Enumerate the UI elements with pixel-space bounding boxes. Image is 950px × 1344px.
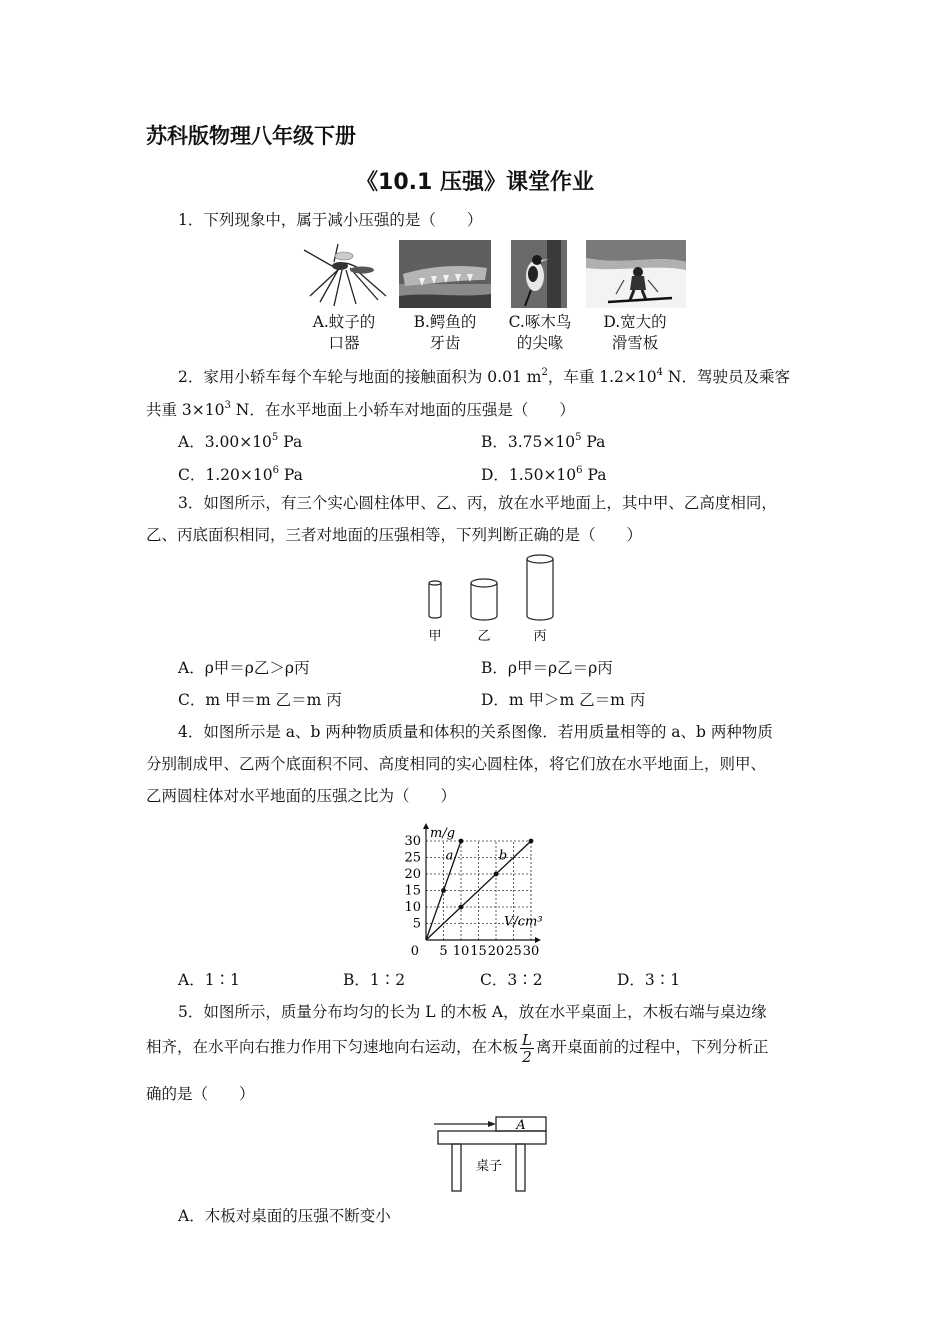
y-tick-label: 15 (404, 883, 421, 899)
label-jia: 甲 (428, 629, 442, 644)
origin-label: 0 (410, 944, 419, 959)
q2-option-b: B．$3.75\times 10^5$ Pa (481, 432, 606, 451)
q2-option-d: D．$1.50\times 10^6$ Pa (481, 465, 607, 484)
data-point-b (459, 905, 464, 910)
q4-option-a: A．1∶1 (178, 971, 240, 989)
y-tick-label: 5 (412, 916, 421, 932)
data-point-b (494, 872, 499, 877)
data-point-b (529, 839, 534, 844)
q3-option-d: D．m 甲＞m 乙＝m 丙 (481, 691, 646, 709)
board-label: A (516, 1118, 526, 1133)
q2-stem-line2: 共重 $3\times 10^3$ N．在水平地面上小轿车对地面的压强是（ ） (146, 400, 575, 419)
q5-stem-line2: 相齐，在水平向右推力作用下匀速地向右运动，在木板 $\frac{L}{2}$ 离开桌面前的过程中，下列分析正 (146, 1030, 769, 1066)
q4-option-d: D．3∶1 (617, 971, 681, 989)
q1-option-c: C.啄木鸟 的尖喙 (508, 313, 572, 352)
q2-stem-line1: 2．家用小轿车每个车轮与地面的接触面积为 0.01 $m^2$，车重 $1.2\times 10^4$ N．驾驶员及乘客 (178, 367, 790, 386)
series-label-b: b (498, 848, 508, 864)
q4-stem-line2: 分别制成甲、乙两个底面积不同、高度相同的实心圆柱体，将它们放在水平地面上，则甲、 (146, 755, 767, 773)
x-axis-label: V/cm³ (504, 914, 543, 930)
q5-option-a: A．木板对桌面的压强不断变小 (178, 1207, 391, 1225)
q1-option-d: D.宽大的 滑雪板 (603, 313, 667, 352)
x-tick-label: 20 (487, 944, 505, 959)
snowboard-image (586, 240, 686, 308)
y-tick-label: 25 (404, 850, 421, 866)
q4-stem-line3: 乙两圆柱体对水平地面的压强之比为（ ） (146, 787, 457, 805)
q3-stem-line1: 3．如图所示，有三个实心圆柱体甲、乙、丙，放在水平地面上，其中甲、乙高度相同， (178, 494, 777, 512)
cylinder-bing (527, 555, 553, 620)
x-tick-label: 10 (452, 944, 470, 959)
x-tick-label: 5 (439, 944, 448, 959)
table-leg-left (452, 1144, 461, 1191)
table-leg-right (516, 1144, 525, 1191)
y-tick-label: 10 (404, 900, 421, 915)
y-axis-label: m/g (430, 826, 456, 841)
y-axis-arrow-icon (423, 823, 429, 829)
x-tick-label: 30 (522, 944, 540, 959)
cylinder-yi (471, 579, 497, 620)
document-subtitle: 苏科版物理八年级下册 (146, 124, 356, 148)
series-label-a: a (445, 848, 454, 864)
q5-stem-line3: 确的是（ ） (146, 1085, 255, 1103)
crocodile-teeth-image (399, 240, 491, 308)
arrow-head-icon (488, 1121, 496, 1127)
data-point-a (459, 839, 464, 844)
table-label: 桌子 (475, 1159, 503, 1174)
q3-option-b: B．ρ甲＝ρ乙＝ρ丙 (481, 659, 613, 677)
q3-stem-line2: 乙、丙底面积相同，三者对地面的压强相等，下列判断正确的是（ ） (146, 526, 643, 544)
y-tick-label: 30 (404, 834, 421, 849)
q5-stem-line1: 5．如图所示，质量分布均匀的长为 L 的木板 A，放在水平桌面上，木板右端与桌边缘 (178, 1003, 767, 1021)
q1-stem: 1．下列现象中，属于减小压强的是（ ） (178, 211, 483, 229)
label-yi: 乙 (477, 629, 491, 644)
label-bing: 丙 (533, 629, 547, 644)
woodpecker-image (511, 240, 567, 308)
y-tick-label: 20 (404, 867, 421, 882)
q1-option-a: A.蚊子的 口器 (312, 313, 376, 352)
document-title: 《10.1 压强》课堂作业 (356, 170, 594, 195)
table-board-figure (430, 1110, 555, 1196)
x-axis-arrow-icon (535, 937, 541, 943)
q2-option-a: A．$3.00\times 10^5$ Pa (178, 432, 303, 451)
mass-volume-chart (396, 818, 596, 966)
fraction-L-over-2: $\frac{L}{2}$ (522, 1030, 532, 1066)
q2-option-c: C．$1.20\times 10^6$ Pa (178, 465, 303, 484)
q3-option-a: A．ρ甲＝ρ乙＞ρ丙 (178, 659, 310, 677)
data-point-a (441, 888, 446, 893)
x-tick-label: 25 (505, 944, 522, 959)
q4-stem-line1: 4．如图所示是 a、b 两种物质质量和体积的关系图像．若用质量相等的 a、b 两种物质 (178, 723, 773, 741)
mosquito-image (298, 240, 390, 308)
q3-option-c: C．m 甲＝m 乙＝m 丙 (178, 691, 342, 709)
cylinder-jia (429, 581, 441, 618)
cylinders-figure (410, 552, 570, 648)
q4-option-c: C．3∶2 (480, 971, 543, 989)
q1-option-b: B.鳄鱼的 牙齿 (413, 313, 477, 352)
x-tick-label: 15 (470, 944, 487, 959)
table-top (438, 1131, 546, 1144)
q4-option-b: B．1∶2 (343, 971, 406, 989)
